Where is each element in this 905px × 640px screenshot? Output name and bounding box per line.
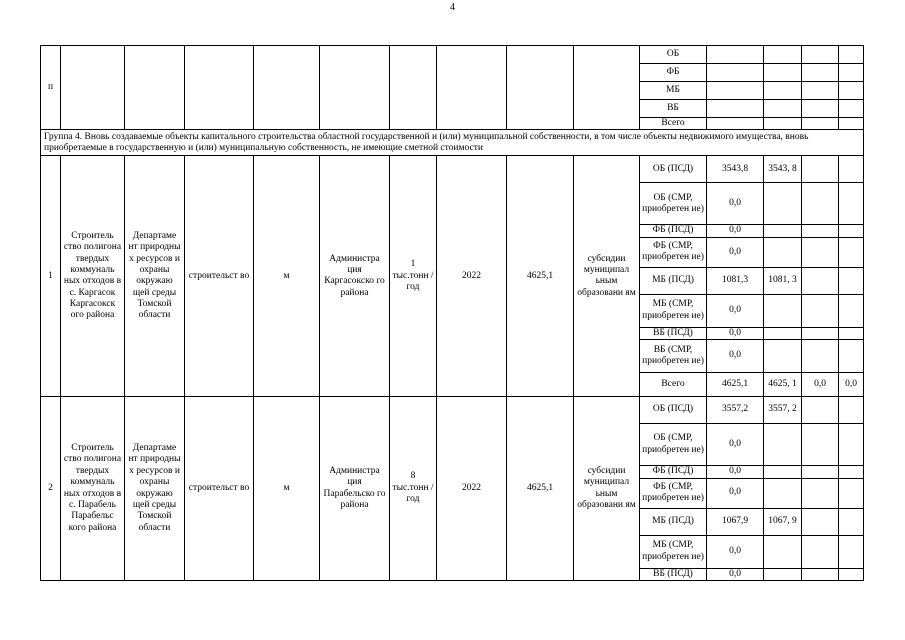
empty-cell bbox=[254, 46, 320, 130]
funding-amount-extra bbox=[839, 466, 864, 478]
funding-amount: 0,0 bbox=[707, 327, 764, 339]
funding-amount: 3543,8 bbox=[707, 156, 764, 183]
funding-amount-year bbox=[764, 478, 802, 508]
responsible-department: Департаме нт природны х ресурсов и охраны окружаю щей среды Томской области bbox=[125, 156, 185, 397]
recipient: Администра ция Парабельско го района bbox=[320, 397, 390, 581]
funding-amount: 0,0 bbox=[707, 237, 764, 267]
funding-source: ОБ (СМР, приобретен ие) bbox=[640, 183, 707, 225]
funding-source: ОБ bbox=[640, 46, 707, 64]
funding-amount-extra bbox=[802, 183, 839, 225]
funding-amount: 1081,3 bbox=[707, 267, 764, 294]
funding-amount-extra bbox=[839, 237, 864, 267]
responsible-department: Департаме нт природны х ресурсов и охраны окружаю щей среды Томской области bbox=[125, 397, 185, 581]
ownership-type: м bbox=[254, 397, 320, 581]
funding-form: субсидии муниципал ьным образовани ям bbox=[574, 156, 640, 397]
empty-cell bbox=[764, 100, 802, 118]
object-table bbox=[40, 45, 864, 581]
empty-cell bbox=[574, 46, 640, 130]
funding-source: ФБ (ПСД) bbox=[640, 225, 707, 237]
empty-cell bbox=[707, 82, 764, 100]
funding-amount-extra: 0,0 bbox=[839, 373, 864, 397]
year: 2022 bbox=[437, 156, 507, 397]
funding-source: ОБ (ПСД) bbox=[640, 397, 707, 424]
ownership-type: м bbox=[254, 156, 320, 397]
empty-cell bbox=[707, 118, 764, 130]
year: 2022 bbox=[437, 397, 507, 581]
funding-source: ВБ (СМР, приобретен ие) bbox=[640, 340, 707, 373]
funding-amount: 0,0 bbox=[707, 183, 764, 225]
funding-amount: 3557,2 bbox=[707, 397, 764, 424]
funding-amount-year bbox=[764, 237, 802, 267]
funding-amount-year bbox=[764, 327, 802, 339]
group-header-row bbox=[41, 130, 864, 156]
funding-amount-year bbox=[764, 568, 802, 580]
funding-amount-extra bbox=[802, 294, 839, 327]
funding-amount-extra bbox=[839, 267, 864, 294]
empty-cell bbox=[802, 46, 839, 64]
funding-amount-year bbox=[764, 183, 802, 225]
empty-cell bbox=[707, 100, 764, 118]
funding-row bbox=[41, 156, 864, 183]
object-name: Строитель ство полигона твердых коммуналь ных отходов в с. Каргасок Каргасокск ого района bbox=[61, 156, 125, 397]
funding-source: ФБ (ПСД) bbox=[640, 466, 707, 478]
funding-amount-year: 3543, 8 bbox=[764, 156, 802, 183]
funding-form: субсидии муниципал ьным образовани ям bbox=[574, 397, 640, 581]
funding-amount-extra bbox=[802, 508, 839, 535]
funding-amount-extra bbox=[802, 535, 839, 568]
empty-cell bbox=[125, 46, 185, 130]
empty-cell bbox=[839, 46, 864, 64]
object-number: 1 bbox=[41, 156, 61, 397]
empty-cell bbox=[707, 64, 764, 82]
funding-amount-extra bbox=[802, 466, 839, 478]
funding-amount: 0,0 bbox=[707, 568, 764, 580]
funding-amount: 0,0 bbox=[707, 340, 764, 373]
work-type: строительст во bbox=[185, 397, 254, 581]
funding-source: ВБ bbox=[640, 100, 707, 118]
funding-amount-extra bbox=[839, 340, 864, 373]
empty-cell bbox=[764, 82, 802, 100]
funding-amount-extra bbox=[802, 237, 839, 267]
empty-cell bbox=[707, 46, 764, 64]
funding-amount-year bbox=[764, 225, 802, 237]
funding-row bbox=[41, 397, 864, 424]
funding-amount: 4625,1 bbox=[707, 373, 764, 397]
funding-amount: 0,0 bbox=[707, 535, 764, 568]
funding-amount-extra bbox=[839, 424, 864, 466]
empty-cell bbox=[185, 46, 254, 130]
table-body bbox=[41, 46, 864, 581]
empty-cell bbox=[802, 82, 839, 100]
funding-amount-extra bbox=[839, 478, 864, 508]
empty-cell bbox=[437, 46, 507, 130]
funding-amount-year: 1081, 3 bbox=[764, 267, 802, 294]
funding-amount-extra bbox=[839, 225, 864, 237]
funding-source: ВБ (ПСД) bbox=[640, 327, 707, 339]
empty-cell bbox=[764, 46, 802, 64]
funding-amount-extra bbox=[802, 424, 839, 466]
funding-amount-extra bbox=[802, 340, 839, 373]
funding-source: ФБ (СМР, приобретен ие) bbox=[640, 478, 707, 508]
funding-amount-extra bbox=[802, 225, 839, 237]
funding-amount-year: 3557, 2 bbox=[764, 397, 802, 424]
funding-amount: 0,0 bbox=[707, 478, 764, 508]
funding-source: МБ bbox=[640, 82, 707, 100]
funding-amount-extra bbox=[802, 267, 839, 294]
funding-amount-extra bbox=[839, 183, 864, 225]
funding-amount-year bbox=[764, 535, 802, 568]
funding-amount-year bbox=[764, 466, 802, 478]
funding-amount-year bbox=[764, 294, 802, 327]
empty-cell bbox=[839, 64, 864, 82]
empty-cell bbox=[839, 82, 864, 100]
funding-source: ВБ (ПСД) bbox=[640, 568, 707, 580]
work-type: строительст во bbox=[185, 156, 254, 397]
funding-source: ОБ (ПСД) bbox=[640, 156, 707, 183]
funding-amount-year: 4625, 1 bbox=[764, 373, 802, 397]
top-block-row bbox=[41, 46, 864, 64]
empty-cell bbox=[764, 118, 802, 130]
funding-amount: 1067,9 bbox=[707, 508, 764, 535]
funding-amount-extra bbox=[839, 294, 864, 327]
empty-cell bbox=[61, 46, 125, 130]
estimated-cost: 4625,1 bbox=[507, 397, 574, 581]
empty-cell bbox=[764, 64, 802, 82]
funding-source: МБ (ПСД) bbox=[640, 267, 707, 294]
empty-cell bbox=[507, 46, 574, 130]
funding-source: Всего bbox=[640, 373, 707, 397]
funding-amount-extra bbox=[802, 478, 839, 508]
funding-amount-extra bbox=[802, 156, 839, 183]
funding-amount-extra bbox=[839, 156, 864, 183]
capacity: 1 тыс.тонн /год bbox=[390, 156, 437, 397]
empty-cell bbox=[802, 100, 839, 118]
funding-amount-extra bbox=[839, 508, 864, 535]
funding-amount: 0,0 bbox=[707, 424, 764, 466]
funding-amount: 0,0 bbox=[707, 466, 764, 478]
funding-source: МБ (ПСД) bbox=[640, 508, 707, 535]
funding-amount-extra bbox=[839, 397, 864, 424]
funding-source: МБ (СМР, приобретен ие) bbox=[640, 294, 707, 327]
capacity: 8 тыс.тонн /год bbox=[390, 397, 437, 581]
funding-amount-extra bbox=[839, 568, 864, 580]
funding-source: Всего bbox=[640, 118, 707, 130]
group-4-title: Группа 4. Вновь создаваемые объекты капитального строительства областной государственной и (или) муниципальной собственности, в том числе объекты недвижимого имущества, вновь приобретаемые в государственную и (или) муниципальную собственность, не имеющие сметной стоимости bbox=[41, 130, 864, 156]
funding-amount-year bbox=[764, 424, 802, 466]
funding-amount-extra bbox=[802, 568, 839, 580]
funding-source: ФБ bbox=[640, 64, 707, 82]
empty-cell bbox=[390, 46, 437, 130]
object-number: 2 bbox=[41, 397, 61, 581]
object-name: Строитель ство полигона твердых коммуналь ных отходов в с. Парабель Парабельс кого района bbox=[61, 397, 125, 581]
prev-row-num: п bbox=[41, 46, 61, 130]
estimated-cost: 4625,1 bbox=[507, 156, 574, 397]
empty-cell bbox=[320, 46, 390, 130]
funding-amount-extra bbox=[839, 535, 864, 568]
funding-amount-extra: 0,0 bbox=[802, 373, 839, 397]
funding-amount-extra bbox=[802, 397, 839, 424]
funding-amount-year: 1067, 9 bbox=[764, 508, 802, 535]
funding-source: ОБ (СМР, приобретен ие) bbox=[640, 424, 707, 466]
funding-source: ФБ (СМР, приобретен ие) bbox=[640, 237, 707, 267]
recipient: Администра ция Каргасокско го района bbox=[320, 156, 390, 397]
funding-source: МБ (СМР, приобретен ие) bbox=[640, 535, 707, 568]
funding-amount-extra bbox=[839, 327, 864, 339]
page-number: 4 bbox=[450, 2, 455, 13]
funding-amount-year bbox=[764, 340, 802, 373]
funding-amount-extra bbox=[802, 327, 839, 339]
empty-cell bbox=[802, 64, 839, 82]
empty-cell bbox=[839, 100, 864, 118]
funding-amount: 0,0 bbox=[707, 225, 764, 237]
funding-amount: 0,0 bbox=[707, 294, 764, 327]
empty-cell bbox=[839, 118, 864, 130]
empty-cell bbox=[802, 118, 839, 130]
